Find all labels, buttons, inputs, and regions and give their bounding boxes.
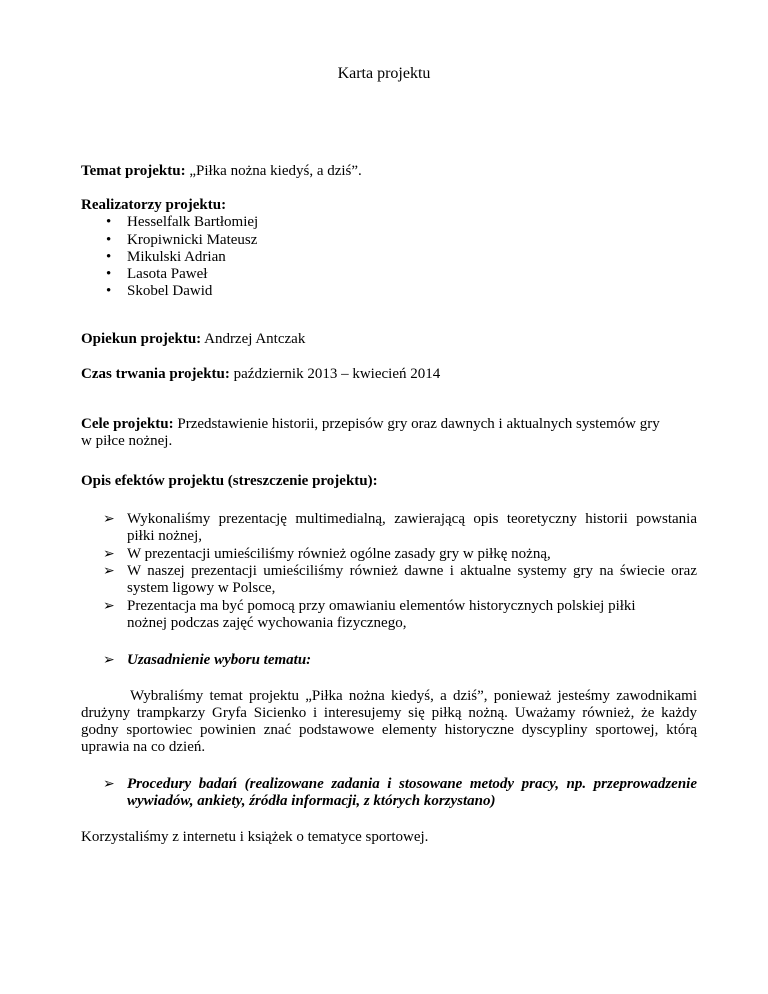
goals-label: Cele projektu: bbox=[81, 416, 174, 432]
bullet-dot-icon: • bbox=[106, 214, 112, 230]
author-item: • Hesselfalk Bartłomiej bbox=[106, 214, 259, 230]
justification-line: uprawia na co dzień. bbox=[81, 739, 206, 755]
goals-line bbox=[81, 416, 660, 433]
duration-value: październik 2013 – kwiecień 2014 bbox=[233, 366, 441, 382]
arrow-bullet-icon: ➢ bbox=[103, 777, 115, 792]
supervisor-label: Opiekun projektu: bbox=[81, 331, 202, 347]
author-item: • Mikulski Adrian bbox=[106, 249, 226, 265]
bullet-dot-icon: • bbox=[106, 249, 112, 265]
arrow-bullet-icon: ➢ bbox=[103, 599, 115, 614]
author-item: • Skobel Dawid bbox=[106, 283, 213, 299]
authors-label: Realizatorzy projektu: bbox=[81, 197, 227, 213]
summary-item-cont: nożnej podczas zajęć wychowania fizycznego, bbox=[127, 615, 407, 631]
duration-label: Czas trwania projektu: bbox=[81, 366, 230, 382]
summary-item-cont: piłki nożnej, bbox=[127, 528, 202, 544]
summary-item: ➢ Wykonaliśmy prezentację multimedialną, zawierającą opis teoretyczny historii powstania bbox=[103, 511, 697, 527]
summary-heading: Opis efektów projektu (streszczenie projektu): bbox=[81, 473, 378, 489]
summary-item: ➢ W prezentacji umieściliśmy również ogólne zasady gry w piłkę nożną, bbox=[103, 546, 551, 562]
bullet-dot-icon: • bbox=[106, 232, 112, 248]
arrow-bullet-icon: ➢ bbox=[103, 512, 115, 527]
goals-text: Przedstawienie historii, przepisów gry oraz dawnych i aktualnych systemów gry bbox=[177, 416, 660, 432]
justification-line: drużyny trampkarzy Gryfa Sicienko i interesujemy się piłką nożną. Uważamy również, że każdy bbox=[81, 705, 697, 721]
procedures-text: Korzystaliśmy z internetu i książek o tematyce sportowej. bbox=[81, 829, 429, 845]
summary-item: ➢ Prezentacja ma być pomocą przy omawianiu elementów historycznych polskiej piłki bbox=[103, 598, 636, 614]
page-title: Karta projektu bbox=[337, 65, 431, 82]
procedures-heading-cont: wywiadów, ankiety, źródła informacji, z których korzystano) bbox=[127, 793, 496, 809]
arrow-bullet-icon: ➢ bbox=[103, 653, 115, 668]
topic-label: Temat projektu: bbox=[81, 163, 186, 179]
author-item: • Lasota Paweł bbox=[106, 266, 208, 282]
duration-line bbox=[81, 366, 440, 383]
topic-value: „Piłka nożna kiedyś, a dziś”. bbox=[189, 163, 362, 179]
arrow-bullet-icon: ➢ bbox=[103, 547, 115, 562]
justification-line: Wybraliśmy temat projektu „Piłka nożna kiedyś, a dziś”, ponieważ jesteśmy zawodnikami bbox=[130, 688, 697, 704]
justification-line: godny sportowiec powinien znać podstawowe elementy historyczne dyscypliny sportowej, którą bbox=[81, 722, 697, 738]
arrow-bullet-icon: ➢ bbox=[103, 564, 115, 579]
topic-line bbox=[81, 163, 362, 180]
author-item: • Kropiwnicki Mateusz bbox=[106, 232, 258, 248]
bullet-dot-icon: • bbox=[106, 266, 112, 282]
procedures-heading: ➢ Procedury badań (realizowane zadania i stosowane metody pracy, np. przeprowadzenie bbox=[103, 776, 697, 792]
summary-item-cont: system ligowy w Polsce, bbox=[127, 580, 276, 596]
supervisor-line bbox=[81, 331, 305, 348]
supervisor-value: Andrzej Antczak bbox=[204, 331, 306, 347]
summary-item: ➢ W naszej prezentacji umieściliśmy również dawne i aktualne systemy gry na świecie oraz bbox=[103, 563, 697, 579]
goals-line-2: w piłce nożnej. bbox=[81, 433, 173, 449]
bullet-dot-icon: • bbox=[106, 283, 112, 299]
justification-heading: ➢ Uzasadnienie wyboru tematu: bbox=[103, 652, 312, 668]
